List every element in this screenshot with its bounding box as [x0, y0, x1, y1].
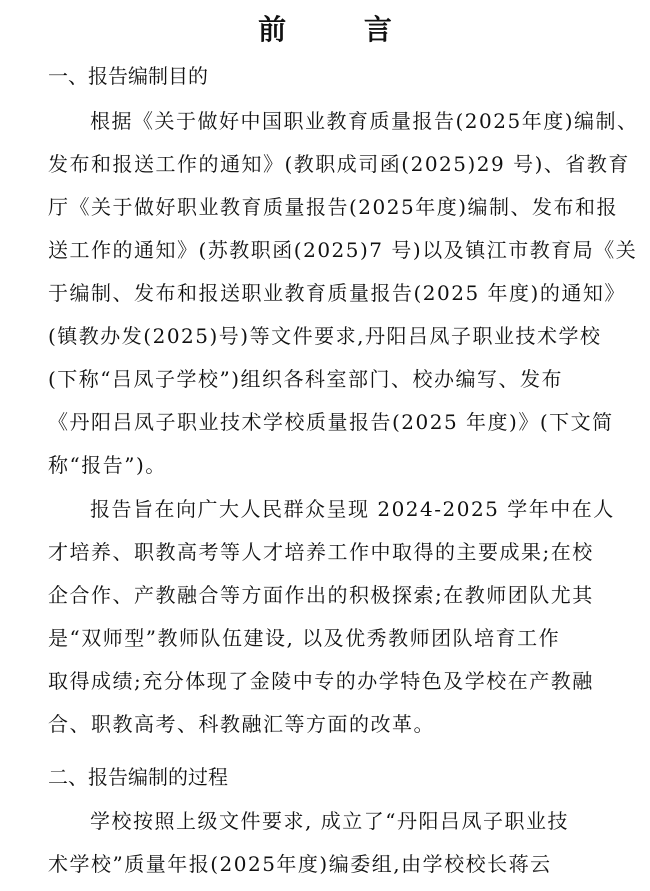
paragraph-2-line: 是“双师型”教师队伍建设, 以及优秀教师团队培育工作 — [48, 626, 561, 650]
paragraph-3-line: 术学校”质量年报(2025年度)编委组,由学校校长蒋云 — [48, 852, 552, 876]
paragraph-1-line: (镇教办发(2025)号)等文件要求,丹阳吕凤子职业技术学校 — [48, 324, 602, 348]
paragraph-1-line: 发布和报送工作的通知》(教职成司函(2025)29 号)、省教育 — [48, 152, 630, 176]
paragraph-1-line: 送工作的通知》(苏教职函(2025)7 号)以及镇江市教育局《关 — [48, 238, 638, 262]
paragraph-2-line: 才培养、职教高考等人才培养工作中取得的主要成果;在校 — [48, 540, 594, 564]
paragraph-1-line: 厅《关于做好职业教育质量报告(2025年度)编制、发布和报 — [48, 195, 619, 219]
section-2-heading: 二、报告编制的过程 — [48, 765, 228, 789]
page-title: 前 言 — [258, 13, 426, 46]
paragraph-1-line: 《丹阳吕凤子职业技术学校质量报告(2025 年度)》(下文简 — [48, 410, 614, 434]
paragraph-1-line: 称“报告”)。 — [48, 453, 167, 477]
paragraph-2-line: 企合作、产教融合等方面作出的积极探索;在教师团队尤其 — [48, 583, 594, 607]
paragraph-1-line: (下称“吕凤子学校”)组织各科室部门、校办编写、发布 — [48, 367, 564, 391]
paragraph-2-line: 报告旨在向广大人民群众呈现 2024-2025 学年中在人 — [90, 497, 615, 521]
paragraph-2-line: 合、职教高考、科教融汇等方面的改革。 — [48, 712, 435, 736]
section-1-heading: 一、报告编制目的 — [48, 64, 208, 88]
paragraph-1-line: 根据《关于做好中国职业教育质量报告(2025年度)编制、 — [90, 109, 639, 133]
paragraph-3-line: 学校按照上级文件要求, 成立了“丹阳吕凤子职业技 — [90, 809, 569, 833]
paragraph-2-line: 取得成绩;充分体现了金陵中专的办学特色及学校在产教融 — [48, 669, 594, 693]
paragraph-1-line: 于编制、发布和报送职业教育质量报告(2025 年度)的通知》 — [48, 281, 626, 305]
